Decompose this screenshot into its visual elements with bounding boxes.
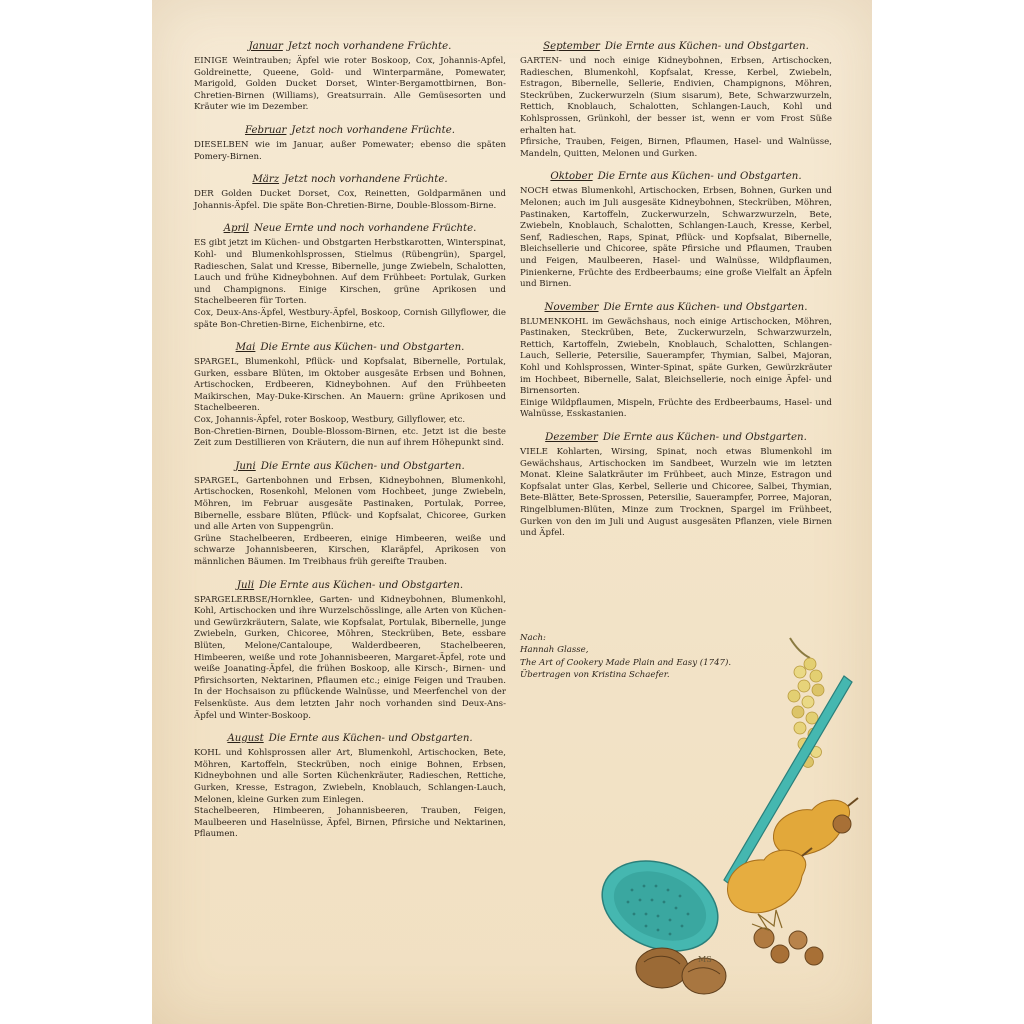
section-februar <box>194 124 506 163</box>
section-november <box>520 301 832 421</box>
section-subtitle: Jetzt noch vorhandene Früchte. <box>284 174 448 186</box>
month-title: August <box>227 733 264 745</box>
section-heading <box>194 732 506 746</box>
section-text: DER Golden Ducket Dorset, Cox, Reinetten, Goldparmänen und Johannis-Äpfel. Die späte Bon-Chretien-Birne, Double-Blossom-Birne. <box>194 189 506 211</box>
section-subtitle: Die Ernte aus Küchen- und Obstgarten. <box>260 460 465 472</box>
section-heading <box>194 579 506 593</box>
month-title: Mai <box>235 342 256 354</box>
section-subtitle: Die Ernte aus Küchen- und Obstgarten. <box>260 342 465 354</box>
section-juni <box>194 460 506 569</box>
section-heading <box>194 341 506 355</box>
section-text: SPARGEL, Gartenbohnen und Erbsen, Kidneybohnen, Blumenkohl, Artischocken, Rosenkohl, Melonen vom Hochbeet, junge Zwiebeln, Möhren, im Februar ausgesäte Pastinaken, Portulak, Porree, Bibernelle, essbare Blüten, Pflück- und Kopfsalat, Chicoree, Gurken und alle Arten von Suppengrün. <box>194 475 506 533</box>
section-subtitle: Die Ernte aus Küchen- und Obstgarten. <box>259 579 464 591</box>
section-subtitle: Jetzt noch vorhandene Früchte. <box>287 41 452 52</box>
section-juli <box>194 579 506 723</box>
section-text: EINIGE Weintrauben; Äpfel wie roter Boskoop, Cox, Johannis-Apfel, Goldreinette, Queene, Gold- und Winterparmäne, Pomewater, Marigold, Golden Ducket Dorset, Winter-Bergamottbirnen, Bon-Chretien-Birnen (Williams), Greatsurrain. Alle Gemüsesorten und Kräuter wie im Dezember. <box>194 56 506 113</box>
section-heading <box>194 40 506 54</box>
section-text: Cox, Johannis-Äpfel, roter Boskoop, Westbury, Gillyflower, etc. <box>194 415 466 426</box>
section-heading <box>520 301 832 315</box>
credit-line: Hannah Glasse, <box>520 645 589 656</box>
section-text: KOHL und Kohlsprossen aller Art, Blumenkohl, Artischocken, Bete, Möhren, Kartoffeln, Steckrüben, noch einige Bohnen, Erbsen, Kidneybohnen und alle Sorten Küchenkräuter, Radieschen, Rettiche, Gurken, Kresse, Estragon, Zwiebeln, Knoblauch, Schlangen-Lauch, Melonen, kleine Gurken zum Einlegen. <box>194 748 506 805</box>
section-mai <box>194 341 506 450</box>
section-subtitle: Die Ernte aus Küchen- und Obstgarten. <box>268 733 473 745</box>
month-title: Oktober <box>550 171 593 183</box>
section-heading <box>194 460 506 474</box>
section-august <box>194 732 506 841</box>
section-dezember <box>520 431 832 540</box>
section-text: DIESELBEN wie im Januar, außer Pomewater; ebenso die späten Pomery-Birnen. <box>194 139 506 162</box>
month-title: April <box>223 223 249 235</box>
section-januar <box>194 40 506 114</box>
section-maerz <box>194 173 506 212</box>
artist-signature: MS <box>698 955 712 964</box>
section-text: Pfirsiche, Trauben, Feigen, Birnen, Pflaumen, Hasel- und Walnüsse, Mandeln, Quitten, Melonen und Gurken. <box>520 137 832 159</box>
section-text: ES gibt jetzt im Küchen- und Obstgarten Herbstkarotten, Winterspinat, Kohl- und Blumenkohlsprossen, Stielmus (Rübengrün), Spargel, Radieschen, Salat und Kresse, Bibernelle, junge Zwiebeln, Schalotten, Lauch und frühe Kidneybohnen. Auf dem Frühbeet: Portulak, Gurken und Champignons. Einige Kirschen, grüne Aprikosen und Stachelbeeren für Torten. <box>194 238 506 307</box>
section-subtitle: Neue Ernte und noch vorhandene Früchte. <box>253 223 477 235</box>
credit-line: Nach: <box>520 633 546 643</box>
source-credit <box>520 632 780 682</box>
credit-line: The Art of Cookery Made Plain and Easy (1747). <box>520 657 732 668</box>
section-april <box>194 222 506 331</box>
section-text: Stachelbeeren, Himbeeren, Johannisbeeren, Trauben, Feigen, Maulbeeren und Haselnüsse, Äpfel, Birnen, Pfirsiche und Nektarinen, Pflaumen. <box>194 806 506 840</box>
month-title: März <box>252 174 280 186</box>
right-column <box>520 40 832 550</box>
section-oktober <box>520 170 832 290</box>
month-title: November <box>544 301 599 313</box>
section-heading <box>194 173 506 187</box>
section-text: SPARGELERBSE/Hornklee, Garten- und Kidneybohnen, Blumenkohl, Kohl, Artischocken und ihre Wurzelschösslinge, alle Arten von Küchen- und Gewürzkräutern, Salate, wie Kopfsalat, Portulak, Bibernelle, junge Zwiebeln, Gurken, Chicoree, Möhren, Steckrüben, Bete, essbare Blüten, Melone/Cantaloupe, Walderdbeeren, Stachelbeeren, Himbeeren, weiße und rote Johannisbeeren, Margaret-Äpfel, rote und weiße Joanating-Äpfel, die frühen Boskoop, alle Kirsch-, Birnen- und Pfirsichsorten, Nektarinen, Pflaumen etc.; einige Feigen und Trauben. In der Hochsaison zu pflückende Walnüsse, und Meerfenchel von der Felsenküste. Aus dem letzten Jahr noch vorhanden sind Deux-Ans-Äpfel und Winter-Boskoop. <box>194 594 506 721</box>
section-subtitle: Jetzt noch vorhandene Früchte. <box>291 124 455 136</box>
month-title: Februar <box>244 124 287 136</box>
left-column <box>194 40 506 851</box>
walnuts <box>636 948 726 994</box>
section-text: Cox, Deux-Ans-Äpfel, Westbury-Äpfel, Boskoop, Cornish Gillyflower, die späte Bon-Chretien-Birne, Eichenbirne, etc. <box>194 307 506 330</box>
section-subtitle: Die Ernte aus Küchen- und Obstgarten. <box>603 301 808 313</box>
section-text: NOCH etwas Blumenkohl, Artischocken, Erbsen, Bohnen, Gurken und Melonen; auch im Juli ausgesäte Kidneybohnen, Steckrüben, Möhren, Pastinaken, Kartoffeln, Zuckerwurzeln, Schwarzwurzeln, Bete, Zwiebeln, Knoblauch, Schalotten, Schlangen-Lauch, Kresse, Kerbel, Senf, Radieschen, Raps, Spinat, Pflück- und Kopfsalat, Bibernelle, Bleichsellerie und Chicoree, späte Pfirsiche und Pflaumen, Trauben und Feigen, Maulbeeren, Hasel- und Walnüsse, Wildpflaumen, Pinienkerne, Früchte des Erdbeerbaums; eine große Vielfalt an Äpfeln und Birnen. <box>520 186 832 290</box>
section-heading <box>520 40 832 54</box>
month-title: Juni <box>235 460 256 472</box>
section-text: Grüne Stachelbeeren, Erdbeeren, einige Himbeeren, weiße und schwarze Johannisbeeren, Kirschen, Klaräpfel, Aprikosen von männlichen Bäumen. Im Treibhaus früh gereifte Trauben. <box>194 533 506 567</box>
section-text: Bon-Chretien-Birnen, Double-Blossom-Birnen, etc. Jetzt ist die beste Zeit zum Destillieren von Kräutern, die nun auf ihrem Höhepunkt sind. <box>194 426 506 449</box>
section-text: Einige Wildpflaumen, Mispeln, Früchte des Erdbeerbaums, Hasel- und Walnüsse, Esskastanien. <box>520 397 832 420</box>
month-title: September <box>543 41 600 52</box>
section-subtitle: Die Ernte aus Küchen- und Obstgarten. <box>597 171 802 183</box>
section-heading <box>520 431 832 445</box>
book-page <box>152 0 872 1024</box>
month-title: Juli <box>236 579 255 591</box>
section-subtitle: Die Ernte aus Küchen- und Obstgarten. <box>602 432 807 444</box>
section-text: GARTEN- und noch einige Kidneybohnen, Erbsen, Artischocken, Radieschen, Blumenkohl, Kopfsalat, Kresse, Kerbel, Zwiebeln, Estragon, Bibernelle, Sellerie, Endivien, Champignons, Möhren, Steckrüben, Zuckerwurzeln (Sium sisarum), Bete, Schwarzwurzeln, Rettich, Knoblauch, Schalotten, Schlangen-Lauch, Kohl und Kohlsprossen, Grünkohl, der besser ist, wenn er vom Frost Süße erhalten hat. <box>520 56 832 136</box>
credit-line: Übertragen von Kristina Schaefer. <box>520 670 670 681</box>
section-heading <box>194 124 506 138</box>
section-september <box>520 40 832 160</box>
section-heading <box>520 170 832 184</box>
section-text: SPARGEL, Blumenkohl, Pflück- und Kopfsalat, Bibernelle, Portulak, Gurken, essbare Blüten, im Oktober ausgesäte Erbsen und Bohnen, Artischocken, Erdbeeren, Kidneybohnen. Auf den Frühbeeten Maikirschen, May-Duke-Kirschen. An Mauern: grüne Aprikosen und Stachelbeeren. <box>194 357 506 414</box>
ladle-fruit-illustration <box>552 628 862 998</box>
month-title: Januar <box>248 41 283 52</box>
section-text: VIELE Kohlarten, Wirsing, Spinat, noch etwas Blumenkohl im Gewächshaus, Artischocken im Sandbeet, Wurzeln wie im letzten Monat. Kleine Salatkräuter im Frühbeet, auch Minze, Estragon und Kopfsalat unter Glas, Kerbel, Sellerie und Chicoree, Salbei, Thymian, Bete-Blätter, Bete-Sprossen, Petersilie, Sauerampfer, Porree, Majoran, Ringelblumen-Blüten, Minze zum Trocknen, Spargel im Frühbeet, Gurken von den im Juli und August ausgesäten Pflanzen, viele Birnen und Äpfel. <box>520 447 832 539</box>
month-title: Dezember <box>545 432 598 444</box>
section-subtitle: Die Ernte aus Küchen- und Obstgarten. <box>604 41 809 52</box>
section-heading <box>194 222 506 236</box>
section-text: BLUMENKOHL im Gewächshaus, noch einige Artischocken, Möhren, Pastinaken, Steckrüben, Bete, Zuckerwurzeln, Schwarzwurzeln, Rettich, Kartoffeln, Zwiebeln, Knoblauch, Schalotten, Schlangen-Lauch, Sellerie, Petersilie, Sauerampfer, Thymian, Salbei, Majoran, Kohl und Kohlsprossen, Winter-Spinat, späte Gurken, Gewürzkräuter im Hochbeet, Bibernelle, Salat, Bleichsellerie, noch einige Äpfel- und Birnensorten. <box>520 316 832 397</box>
